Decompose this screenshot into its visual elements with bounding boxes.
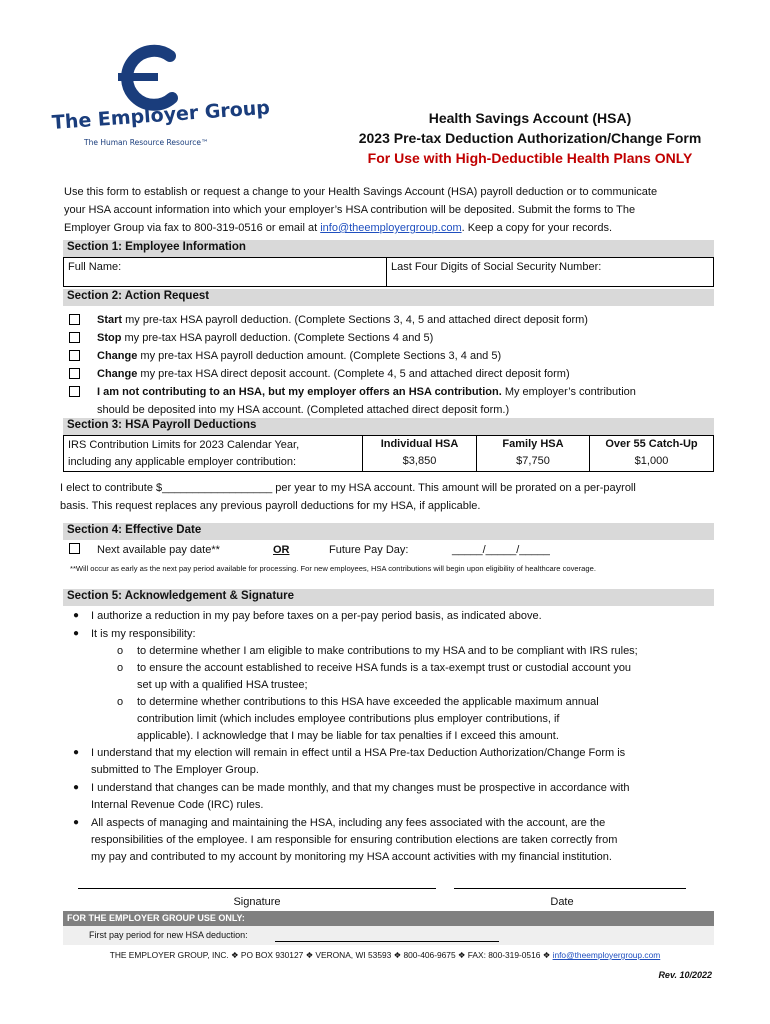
action-checkbox[interactable] [69,386,80,397]
future-pay-day-label: Future Pay Day: [329,544,409,556]
intro-text [64,183,724,237]
individual-hsa-label: Individual HSA [380,438,459,450]
footer-address-text: THE EMPLOYER GROUP, INC. ❖ PO BOX 930127 ❖ VERONA, WI 53593 ❖ 800-406-9675 ❖ FAX: 800-319-0516 ❖ [109,950,553,960]
action-label: Stop my pre-tax HSA payroll deduction. (Complete Sections 4 and 5) [97,332,434,344]
form-usage-note: For Use with High-Deductible Health Plans ONLY [367,150,693,166]
bullet-icon: ● [73,782,80,793]
ack-item: I understand that changes can be made monthly, and that my changes must be prospective in accordance with [91,782,630,794]
company-logo [51,40,271,150]
section3-header: Section 3: HSA Payroll Deductions [63,418,714,435]
ack-item: submitted to The Employer Group. [91,764,259,776]
section1-header: Section 1: Employee Information [63,240,714,257]
ack-item: Internal Revenue Code (IRC) rules. [91,799,264,811]
full-name-field[interactable] [63,257,387,287]
intro-text-part: . Keep a copy for your records. [461,222,613,234]
family-hsa-value: $7,750 [516,455,550,467]
intro-email-link[interactable]: info@theemployergroup.com [320,222,462,234]
irs-limits-line: including any applicable employer contribution: [68,456,297,468]
form-title: Health Savings Account (HSA) [428,110,632,126]
next-pay-date-label: Next available pay date** [97,544,220,556]
effective-date-note: **Will occur as early as the next pay period available for processing. For new employees, HSA contributions will begin upon eligibility of healthcare coverage. [70,564,596,573]
action-option [68,311,718,329]
ssn-field[interactable] [386,257,714,287]
family-hsa-cell [476,435,590,472]
irs-limits-cell [63,435,363,472]
ack-subitem: applicable). I acknowledge that I may be liable for tax penalties if I exceed this amount. [137,730,559,742]
form-subtitle: 2023 Pre-tax Deduction Authorization/Change Form [358,130,702,146]
ack-subitem: contribution limit (which includes employee contributions plus employer contributions, if [137,713,560,725]
logo-company-name: The Employer Group [51,96,271,134]
action-option [68,347,718,365]
ack-subitem: set up with a qualified HSA trustee; [137,679,308,691]
footer-email-link[interactable]: info@theemployergroup.com [552,950,661,960]
ssn-label: Last Four Digits of Social Security Number: [391,261,602,273]
action-label: I am not contributing to an HSA, but my employer offers an HSA contribution. My employer’s contribution [97,386,636,398]
ack-subitem: to determine whether contributions to this HSA have exceeded the applicable maximum annual [137,696,599,708]
action-label: Change my pre-tax HSA direct deposit account. (Complete 4, 5 and attached direct deposit form) [97,368,570,380]
bullet-icon: ● [73,610,80,621]
logo-tagline: The Human Resource Resource™ [84,138,209,147]
action-checkbox[interactable] [69,332,80,343]
catchup-cell [589,435,714,472]
acknowledgement-list [0,607,770,867]
family-hsa-label: Family HSA [502,438,564,450]
action-label: Start my pre-tax HSA payroll deduction. (Complete Sections 3, 4, 5 and attached direct deposit form) [97,314,588,326]
effective-date-row [68,541,718,559]
date-line[interactable] [454,888,686,889]
footer-address [0,950,770,960]
individual-hsa-value: $3,850 [402,455,437,467]
action-request-list [68,311,718,419]
ack-item: It is my responsibility: [91,628,196,640]
section4-header: Section 4: Effective Date [63,523,714,540]
election-line: basis. This request replaces any previous payroll deductions for my HSA, if applicable. [60,500,481,512]
intro-line: your HSA account information into which your employer’s HSA contribution will be deposited. Submit the forms to The [64,204,636,216]
action-option-continuation: should be deposited into my HSA account. (Completed attached direct deposit form.) [97,404,510,416]
action-checkbox[interactable] [69,350,80,361]
date-label: Date [550,896,574,908]
action-option [68,383,718,401]
first-pay-period-label: First pay period for new HSA deduction: [89,930,248,940]
full-name-label: Full Name: [68,261,122,273]
action-option [68,365,718,383]
ack-subitem: to ensure the account established to receive HSA funds is a tax-exempt trust or custodial account you [137,662,632,674]
section2-header: Section 2: Action Request [63,289,714,306]
form-header [320,108,740,168]
ack-item: responsibilities of the employee. I am responsible for ensuring contribution elections are taken correctly from [91,834,618,846]
bullet-icon: ● [73,817,80,828]
action-checkbox[interactable] [69,368,80,379]
ack-subitem: to determine whether I am eligible to make contributions to my HSA and to be compliant with IRS rules; [137,645,638,657]
intro-line: Use this form to establish or request a change to your Health Savings Account (HSA) payroll deduction or to communicate [64,186,658,198]
office-use-area [63,926,714,945]
ack-item: All aspects of managing and maintaining the HSA, including any fees associated with the account, are the [91,817,606,829]
signature-line[interactable] [78,888,436,889]
ack-item: my pay and contributed to my account by monitoring my HSA account activities with my financial institution. [91,851,612,863]
section5-header: Section 5: Acknowledgement & Signature [63,589,714,606]
signature-label: Signature [233,896,281,908]
action-option [68,329,718,347]
bullet-icon: ● [73,628,80,639]
individual-hsa-cell [362,435,477,472]
ack-item: I authorize a reduction in my pay before taxes on a per-pay period basis, as indicated above. [91,610,542,622]
circle-bullet-icon: o [117,662,124,674]
circle-bullet-icon: o [117,645,124,657]
office-use-header: FOR THE EMPLOYER GROUP USE ONLY: [63,911,714,926]
revision-date: Rev. 10/2022 [658,970,712,980]
action-label: Change my pre-tax HSA payroll deduction amount. (Complete Sections 3, 4 and 5) [97,350,502,362]
catchup-value: $1,000 [634,455,669,467]
next-pay-date-checkbox[interactable] [69,543,80,554]
future-pay-day-input[interactable]: _____/_____/_____ [452,544,550,556]
election-line: I elect to contribute $__________________ per year to my HSA account. This amount will be prorated on a per-payroll [60,482,636,494]
or-label: OR [273,544,290,556]
intro-text-part: Employer Group via fax to 800-319-0516 or email at [64,222,321,234]
contribution-election[interactable] [60,479,730,515]
ack-item: I understand that my election will remain in effect until a HSA Pre-tax Deduction Authorization/Change Form is [91,747,626,759]
catchup-label: Over 55 Catch-Up [605,438,698,450]
intro-line [64,219,724,237]
first-pay-period-field[interactable] [275,941,499,942]
action-checkbox[interactable] [69,314,80,325]
irs-limits-line: IRS Contribution Limits for 2023 Calendar Year, [68,439,300,451]
circle-bullet-icon: o [117,696,124,708]
bullet-icon: ● [73,747,80,758]
